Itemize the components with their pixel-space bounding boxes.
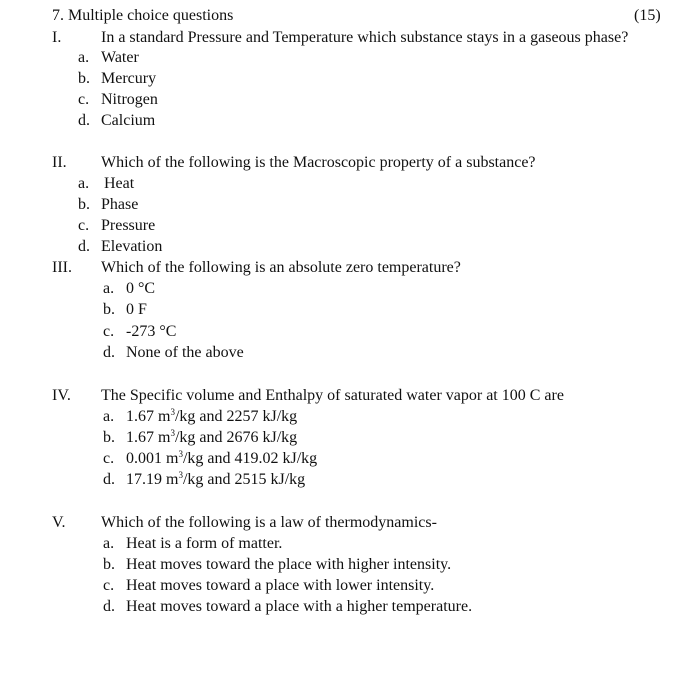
option-text: Heat — [104, 175, 135, 192]
option-letter: a. — [103, 535, 115, 552]
points-label: (15) — [634, 7, 661, 24]
option-letter: c. — [103, 450, 115, 467]
option-letter: b. — [78, 196, 90, 213]
question-number: IV. — [52, 387, 71, 404]
question-text: Which of the following is a law of thermodynamics- — [101, 514, 437, 531]
option-text: Calcium — [101, 112, 156, 129]
question-text: In a standard Pressure and Temperature which substance stays in a gaseous phase? — [101, 29, 629, 46]
question-number: II. — [52, 154, 67, 171]
option-letter: d. — [78, 112, 90, 129]
question-text: Which of the following is an absolute zero temperature? — [101, 259, 461, 276]
option-letter: c. — [103, 323, 115, 340]
option-letter: b. — [103, 429, 115, 446]
option-text: None of the above — [126, 344, 244, 361]
option-text: Heat moves toward the place with higher intensity. — [126, 556, 452, 573]
option-letter: b. — [103, 556, 115, 573]
option-text: 0 °C — [126, 280, 156, 297]
option-letter: d. — [103, 471, 115, 488]
option-letter: c. — [103, 577, 115, 594]
option-text: Mercury — [101, 70, 157, 87]
option-text: Nitrogen — [101, 91, 158, 108]
option-text: 1.67 $m^3/kg$ and 2676 kJ/kg — [126, 428, 298, 446]
question-text: The Specific volume and Enthalpy of saturated water vapor at 100 C are — [101, 387, 564, 404]
option-letter: a. — [78, 49, 90, 66]
question-text: Which of the following is the Macroscopic property of a substance? — [101, 154, 536, 171]
option-text: Heat moves toward a place with lower intensity. — [126, 577, 435, 594]
question-number: V. — [52, 514, 66, 531]
option-text: Heat moves toward a place with a higher temperature. — [126, 598, 473, 615]
option-letter: d. — [103, 344, 115, 361]
option-letter: a. — [103, 280, 115, 297]
option-text: Phase — [101, 196, 139, 213]
section-title: 7. Multiple choice questions — [52, 7, 234, 24]
option-letter: b. — [103, 301, 115, 318]
option-letter: b. — [78, 70, 90, 87]
option-text: Pressure — [101, 217, 156, 234]
option-text: 0 F — [126, 301, 147, 318]
option-letter: d. — [103, 598, 115, 615]
option-text: Water — [101, 49, 139, 66]
question-number: III. — [52, 259, 72, 276]
option-text: -273 °C — [126, 323, 177, 340]
option-letter: a. — [103, 408, 115, 425]
option-letter: c. — [78, 217, 90, 234]
option-text: 17.19 $m^3/kg$ and 2515 kJ/kg — [126, 470, 306, 488]
option-text: Elevation — [101, 238, 163, 255]
option-text: Heat is a form of matter. — [126, 535, 283, 552]
option-text: 0.001 $m^3/kg$ and 419.02 kJ/kg — [126, 449, 318, 467]
question-number: I. — [52, 29, 62, 46]
option-letter: c. — [78, 91, 90, 108]
option-letter: a. — [78, 175, 90, 192]
option-letter: d. — [78, 238, 90, 255]
option-text: 1.67 $m^3/kg$ and 2257 kJ/kg — [126, 407, 298, 425]
